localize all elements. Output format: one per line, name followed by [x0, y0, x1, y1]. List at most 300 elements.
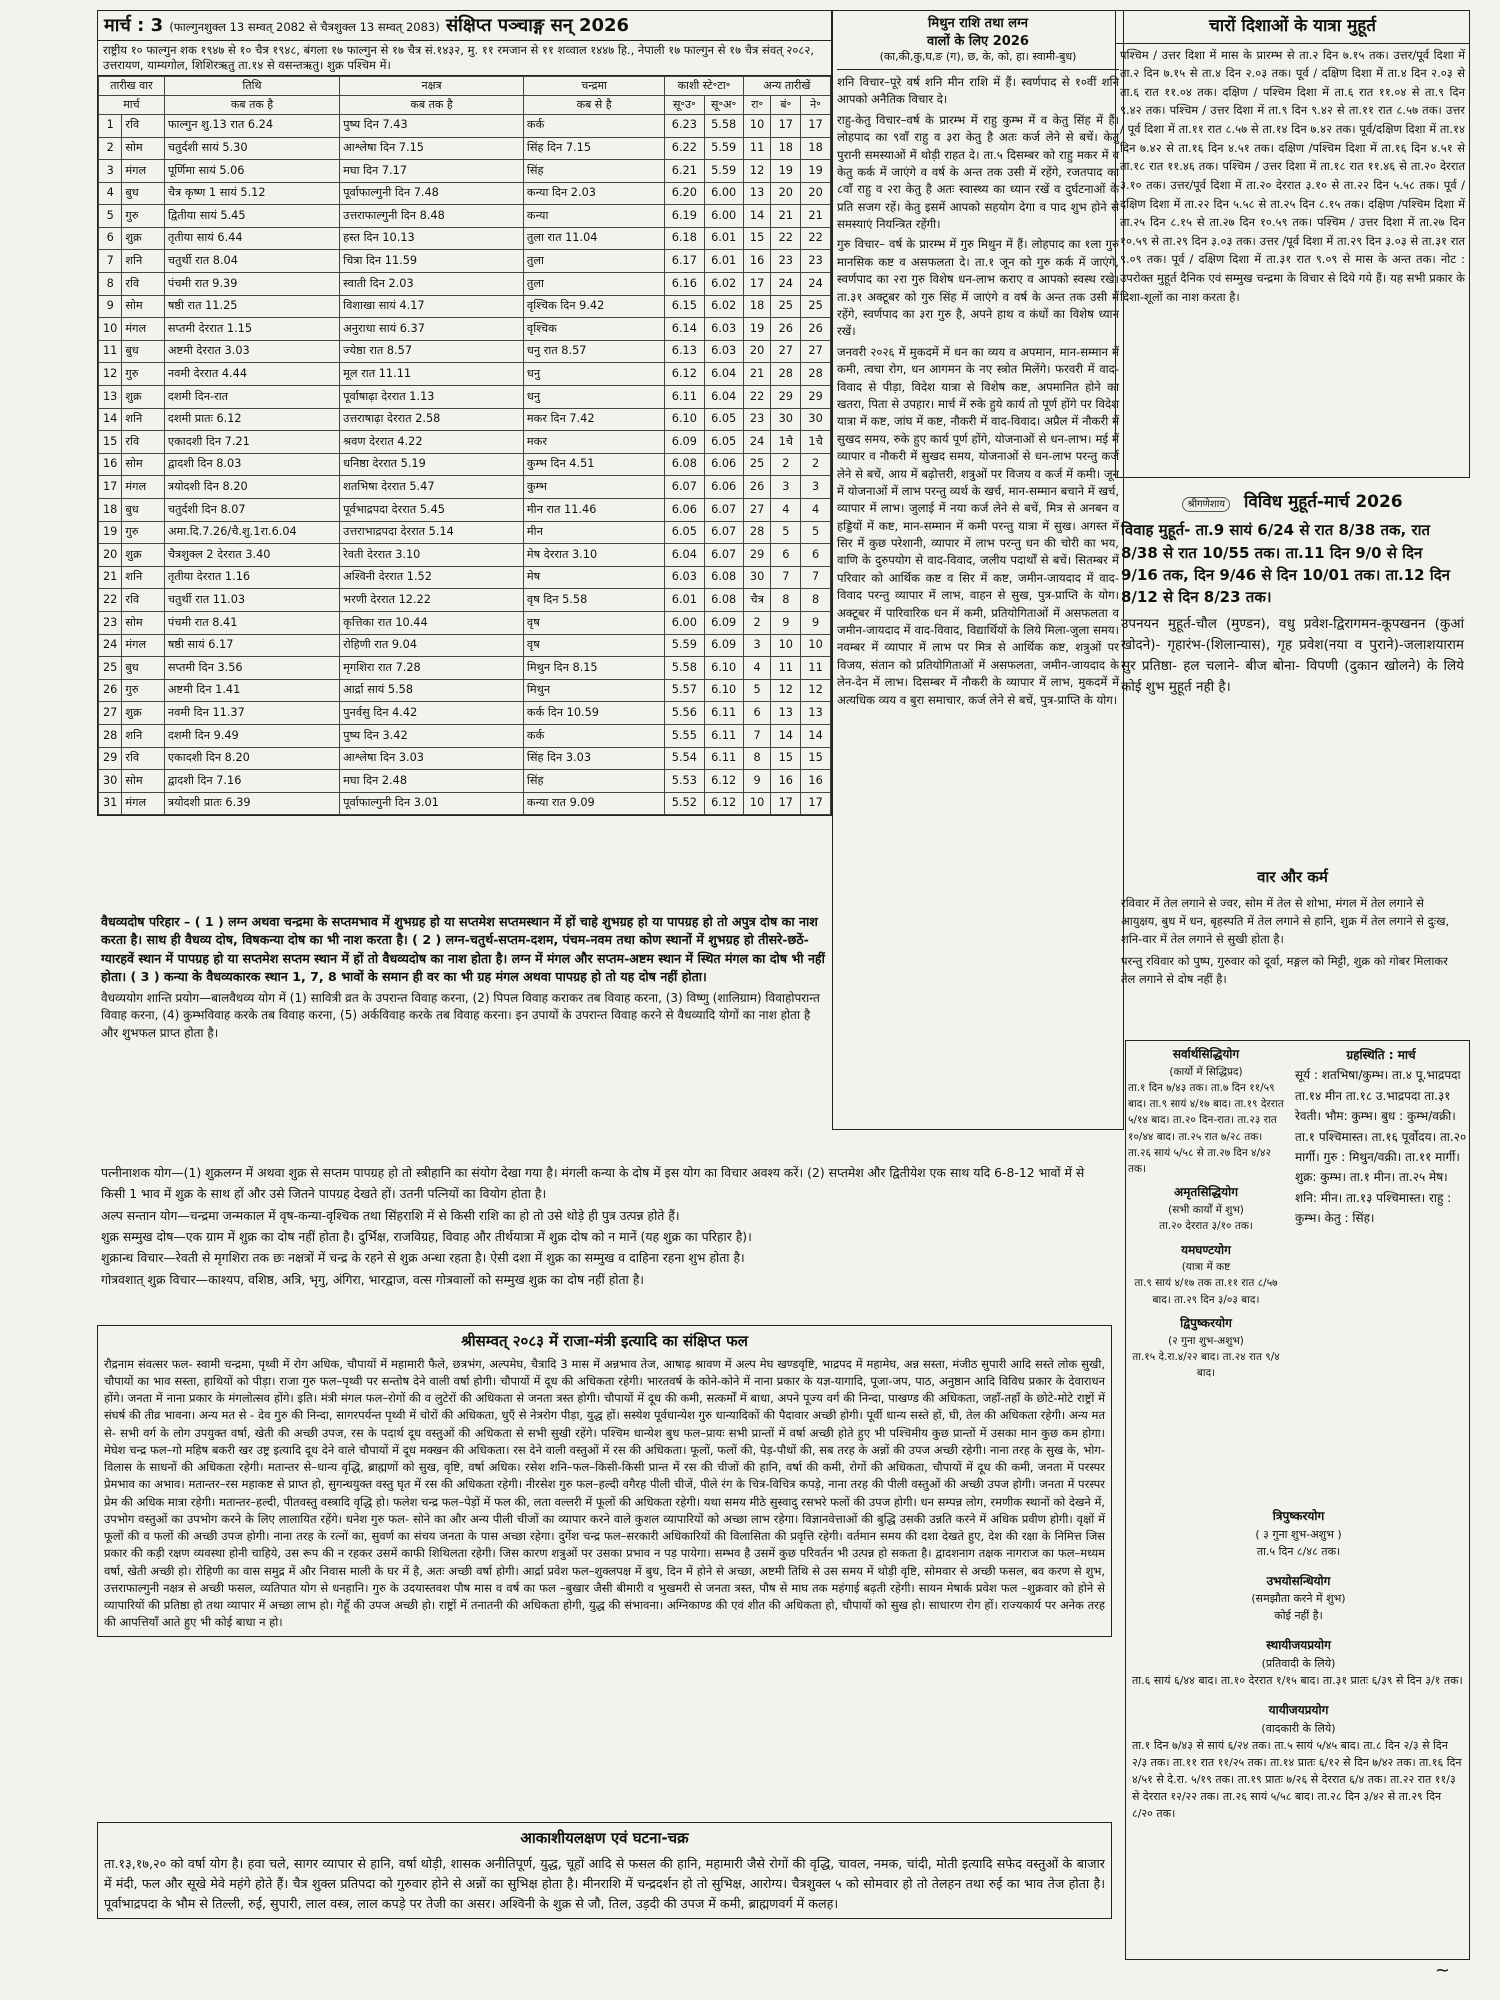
table-cell: दशमी दिन 9.49 [164, 724, 339, 747]
table-cell: मेष देररात 3.10 [523, 544, 664, 567]
other-muhurt: उपनयन मुहूर्त-चौल (मुण्डन), वधु प्रवेश-द्विरागमन-कूपखनन (कुआं खोदने)- गृहारंभ-(शिलान्यास), गृह प्रवेश(नया व पुराने)-जलाशयाराम सुर प्रतिष्ठा- हल चलाने- बीज बोना- विपणी (दुकान खोलने) के लिये कोई शुभ मुहूर्त नही है। [1121, 616, 1464, 695]
table-cell: 14 [743, 205, 771, 228]
vaidhavya-notes [97, 911, 832, 1044]
mithun-heading-line2: वालों के लिए 2026 [927, 33, 1029, 49]
table-cell: 6.07 [704, 521, 743, 544]
table-cell: धनु रात 8.57 [523, 340, 664, 363]
table-cell: मंगल [122, 476, 164, 499]
table-cell: 6.11 [704, 747, 743, 770]
table-cell: 23 [801, 250, 831, 273]
table-cell: 28 [801, 363, 831, 386]
table-cell: मीन [523, 521, 664, 544]
table-cell: 10 [801, 634, 831, 657]
table-cell: 6.12 [665, 363, 704, 386]
almanac-title-note: (फाल्गुनशुक्ल 13 सम्वत् 2082 से चैत्रशुक्ल 13 सम्वत् 2083) [169, 20, 440, 34]
table-cell: वृश्चिक [523, 318, 664, 341]
table-cell: शतभिषा देररात 5.47 [340, 476, 524, 499]
shukrandh: शुक्रान्ध विचार—रेवती से मृगशिरा तक छः नक्षत्रों में चन्द्र के रहने से शुक्र अन्धा रहता है। ऐसी दशा में शुक्र का सम्मुख व दाहिना रहना शुभ होता है। [101, 1250, 745, 1266]
table-cell: भरणी देररात 12.22 [340, 589, 524, 612]
table-cell: 8 [743, 747, 771, 770]
table-cell: 4 [771, 499, 801, 522]
table-cell: कुम्भ [523, 476, 664, 499]
table-cell: 30 [801, 408, 831, 431]
table-cell: चतुर्दशी सायं 5.30 [164, 137, 339, 160]
vaidhavya-shanti: वैधव्ययोग शान्ति प्रयोग—बालवैधव्य योग में (1) सावित्री व्रत के उपरान्त विवाह करना, (2) पिपल विवाह कराकर तब विवाह करना, (3) विष्णु (शालिग्राम) विवाहोपरान्त विवाह करना, (4) कुम्भविवाह करके तब विवाह करना, (5) अर्कविवाह करके तब विवाह करना। इन उपायों के उपरान्त विवाह करने से वैधव्यादि योगों का नाश होता है और शुभफल प्राप्त होता है। [101, 991, 820, 1040]
yatra-heading: चारों दिशाओं के यात्रा मुहूर्त [1116, 11, 1469, 44]
table-cell: 3 [771, 476, 801, 499]
header-nakshatra: नक्षत्र [340, 76, 524, 95]
table-cell: 16 [771, 770, 801, 793]
table-cell: धनु [523, 386, 664, 409]
table-cell: 6.05 [665, 521, 704, 544]
table-cell: 27 [99, 702, 122, 725]
table-cell: मूल रात 11.11 [340, 363, 524, 386]
table-cell: पुनर्वसु दिन 4.42 [340, 702, 524, 725]
table-cell: 5 [801, 521, 831, 544]
table-cell: षष्ठी सायं 6.17 [164, 634, 339, 657]
table-cell: 29 [99, 747, 122, 770]
table-cell: अष्टमी देररात 3.03 [164, 340, 339, 363]
mithun-rahu: राहु-केतु विचार–वर्ष के प्रारम्भ में राहु कुम्भ में व केतु सिंह में हैं। लोहपाद का ९वाँ राहु व ३रा केतु है अतः कर्ज लेने से बचें। केतु पुरानी समस्याओं में थोड़ी राहत दे। ता.५ दिसम्बर को राहु मकर में व केतु कर्क में जाएंगे व वर्ष के अन्त तक उसी में रहेंगे, रजतपाद का ८वाँ राहु व २रा केतु है अतः स्वास्थ्य का ध्यान रखें व दुर्घटनाओं के प्रति सजग रहें। केतु इसमें आपको सहयोग देगा व पाद शुभ होने से समस्याएं नियन्त्रित रहेंगी। [837, 112, 1119, 232]
table-cell: 6.13 [665, 340, 704, 363]
dvi-text: ता.१५ दे.रा.४/२२ बाद। ता.२४ रात ९/४ बाद। [1132, 1350, 1280, 1380]
table-row [99, 114, 831, 137]
table-cell: मिथुन दिन 8.15 [523, 657, 664, 680]
table-cell: उत्तराभाद्रपदा देररात 5.14 [340, 521, 524, 544]
subheader-nepali: ने॰ [801, 95, 831, 114]
table-cell: दशमी दिन-रात [164, 386, 339, 409]
table-cell: 5.59 [704, 137, 743, 160]
table-cell: 2 [771, 453, 801, 476]
table-cell: एकादशी दिन 7.21 [164, 431, 339, 454]
sarvartha-text: ता.१ दिन ७/४३ तक। ता.७ दिन ११/५९ बाद। ता.९ सायं ४/१७ बाद। ता.१९ देररात ५/१४ बाद। ता.२० दिन-रात। ता.२३ रात १०/४४ बाद। ता.२५ रात ७/२८ तक। ता.२६ सायं ५/५८ से ता.२७ दिन ४/४२ तक। [1128, 1081, 1284, 1176]
table-cell: 10 [99, 318, 122, 341]
table-row [99, 634, 831, 657]
mithun-heading [837, 11, 1119, 70]
table-cell: शनि [122, 566, 164, 589]
table-cell: 4 [743, 657, 771, 680]
table-cell: 3 [801, 476, 831, 499]
subheader-rashtriya: रा॰ [743, 95, 771, 114]
table-cell: पंचमी रात 8.41 [164, 611, 339, 634]
table-cell: 11 [99, 340, 122, 363]
table-cell: 6.15 [665, 295, 704, 318]
sarvartha-sub: (कार्यो में सिद्धिप्रद) [1169, 1065, 1243, 1078]
table-cell: 1 [99, 114, 122, 137]
table-cell: 6.10 [665, 408, 704, 431]
table-cell: 28 [99, 724, 122, 747]
table-cell: 19 [99, 521, 122, 544]
table-cell: 21 [771, 205, 801, 228]
dvi-heading: द्विपुष्करयोग [1180, 1315, 1232, 1330]
table-cell: मघा दिन 2.48 [340, 770, 524, 793]
table-cell: 10 [743, 114, 771, 137]
table-cell: 10 [771, 634, 801, 657]
grah-column [1291, 1041, 1471, 1233]
table-cell: चतुर्थी रात 8.04 [164, 250, 339, 273]
table-cell: श्रवण देररात 4.22 [340, 431, 524, 454]
table-cell: 29 [743, 544, 771, 567]
table-cell: कर्क दिन 10.59 [523, 702, 664, 725]
table-cell: चतुर्थी रात 11.03 [164, 589, 339, 612]
sth-text: ता.६ सायं ६/४४ बाद। ता.१० देररात १/१५ बाद। ता.३१ प्रातः ६/३९ से दिन ३/१ तक। [1132, 1674, 1463, 1688]
table-cell: 5.59 [665, 634, 704, 657]
table-cell: रोहिणी रात 9.04 [340, 634, 524, 657]
table-cell: पंचमी रात 9.39 [164, 273, 339, 296]
table-cell: सोम [122, 770, 164, 793]
table-cell: 4 [99, 182, 122, 205]
table-cell: 14 [801, 724, 831, 747]
table-row [99, 431, 831, 454]
table-cell: धनु [523, 363, 664, 386]
table-cell: सिंह दिन 7.15 [523, 137, 664, 160]
table-cell: 6.02 [704, 295, 743, 318]
table-row [99, 702, 831, 725]
table-cell: शुक्र [122, 227, 164, 250]
table-cell: 5.59 [704, 160, 743, 183]
table-cell: 18 [801, 137, 831, 160]
table-cell: 31 [99, 792, 122, 815]
table-cell: 6.20 [665, 182, 704, 205]
subheader-sunrise: सू॰उ॰ [665, 95, 704, 114]
table-cell: 6.09 [665, 431, 704, 454]
ubh-sub: (समझौता करने में शुभ) [1251, 1592, 1346, 1606]
yay-sub: (वादकारी के लिये) [1261, 1721, 1336, 1735]
table-cell: 25 [743, 453, 771, 476]
table-cell: ज्येष्ठा रात 8.57 [340, 340, 524, 363]
table-cell: बुध [122, 182, 164, 205]
vaidhavya-parihar: वैधव्यदोष परिहार – ( 1 ) लग्न अथवा चन्द्रमा के सप्तमभाव में शुभग्रह हो या सप्तमेश सप्तमस्थान में हों चाहे शुभग्रह हो या पापग्रह हो तो अपुत्र दोष का नाश करता है। साथ ही वैधव्य दोष, विषकन्या दोष का भी नाश करता है। ( 2 ) लग्न-चतुर्थ-सप्तम-दशम, पंचम-नवम तथा कोण स्थानों में शुभग्रह हो तीसरे-छठें-ग्यारहवें स्थान में पापग्रह हो या सप्तमेश सप्तम स्थान में हों तो वैधव्यदोष का नाश होता है। लग्न में मंगल और सप्तम-अष्टम स्थान में स्थित मंगल का दोष भी नहीं होता। ( 3 ) कन्या के वैधव्यकारक स्थान 1, 7, 8 भावों के समान ही वर का भी ग्रह मंगल अथवा पापग्रह हो तो यह दोष नहीं होता। [101, 914, 825, 984]
table-cell: हस्त दिन 10.13 [340, 227, 524, 250]
table-cell: 5.54 [665, 747, 704, 770]
table-cell: 11 [801, 657, 831, 680]
table-cell: 28 [771, 363, 801, 386]
table-cell: 17 [99, 476, 122, 499]
table-cell: 12 [771, 679, 801, 702]
table-cell: रवि [122, 747, 164, 770]
table-cell: 5.53 [665, 770, 704, 793]
table-cell: मंगल [122, 318, 164, 341]
table-cell: मेष [523, 566, 664, 589]
table-cell: शुक्र [122, 702, 164, 725]
header-chandrama: चन्द्रमा [523, 76, 664, 95]
table-cell: 3 [743, 634, 771, 657]
yay-heading: यायीजयप्रयोग [1268, 1703, 1329, 1718]
table-cell: स्वाती दिन 2.03 [340, 273, 524, 296]
table-cell: शनि [122, 408, 164, 431]
table-cell: बुध [122, 657, 164, 680]
table-cell: 14 [771, 724, 801, 747]
table-row [99, 273, 831, 296]
table-cell: तृतीया सायं 6.44 [164, 227, 339, 250]
vaar-panel [1115, 860, 1470, 988]
subheader-tithi: कब तक है [164, 95, 339, 114]
samvat-panel [97, 1325, 1112, 1637]
table-cell: 6.07 [704, 499, 743, 522]
table-cell: पूर्वाफाल्गुनी दिन 3.01 [340, 792, 524, 815]
table-row [99, 499, 831, 522]
table-row [99, 453, 831, 476]
table-cell: चतुर्दशी दिन 8.07 [164, 499, 339, 522]
table-cell: 26 [771, 318, 801, 341]
table-cell: 11 [743, 137, 771, 160]
table-cell: 28 [743, 521, 771, 544]
table-cell: 17 [771, 792, 801, 815]
table-cell: 18 [99, 499, 122, 522]
table-cell: 23 [743, 408, 771, 431]
table-cell: बुध [122, 340, 164, 363]
table-cell: फाल्गुन शु.13 रात 6.24 [164, 114, 339, 137]
table-cell: गुरु [122, 205, 164, 228]
table-row [99, 182, 831, 205]
table-cell: 15 [801, 747, 831, 770]
table-cell: 14 [99, 408, 122, 431]
table-cell: 13 [743, 182, 771, 205]
table-cell: 6.04 [704, 386, 743, 409]
table-cell: 7 [743, 724, 771, 747]
table-cell: रेवती देररात 3.10 [340, 544, 524, 567]
table-cell: 6.06 [704, 476, 743, 499]
table-cell: मीन रात 11.46 [523, 499, 664, 522]
table-cell: 21 [743, 363, 771, 386]
table-cell: तुला रात 11.04 [523, 227, 664, 250]
table-cell: 6.00 [704, 205, 743, 228]
table-cell: 30 [743, 566, 771, 589]
vividh-heading-text: विविध मुहूर्त-मार्च 2026 [1244, 492, 1403, 512]
table-cell: रवि [122, 114, 164, 137]
table-cell: 5.58 [665, 657, 704, 680]
table-cell: 6.05 [704, 408, 743, 431]
table-cell: 18 [743, 295, 771, 318]
table-row [99, 295, 831, 318]
table-cell: 22 [743, 386, 771, 409]
table-cell: अनुराधा सायं 6.37 [340, 318, 524, 341]
table-cell: सोम [122, 453, 164, 476]
table-cell: 24 [771, 273, 801, 296]
table-cell: कर्क [523, 114, 664, 137]
table-row [99, 521, 831, 544]
table-row [99, 544, 831, 567]
gotra-shukra: गोत्रवशात् शुक्र विचार—काश्यप, वशिष्ठ, अत्रि, भृगु, अंगिरा, भारद्वाज, वत्स गोत्रवालों को सम्मुख शुक्र का दोष नहीं होता है। [101, 1271, 644, 1287]
table-cell: 6.11 [704, 724, 743, 747]
table-cell: 6.01 [704, 227, 743, 250]
table-cell: अमा.दि.7.26/चै.शु.1रा.6.04 [164, 521, 339, 544]
yog-bottom [1126, 1501, 1471, 1822]
table-cell: चैत्र [743, 589, 771, 612]
table-cell: 17 [743, 273, 771, 296]
table-cell: 1चै [771, 431, 801, 454]
almanac-title [98, 11, 831, 41]
patni-nashak: पत्नीनाशक योग—(1) शुक्रलग्न में अथवा शुक्र से सप्तम पापग्रह हो तो स्त्रीहानि का संयोग देखा गया है। मंगली कन्या के दोष में इस योग का विचार अवश्य करें। (2) सप्तमेश और द्वितीयेश एक साथ यदि 6-8-12 भावों में से किसी 1 भाव में शुक्र के साथ हों और उसे जितने पापग्रह देखते हों। उतनी पत्नियों का वियोग होता है। [101, 1165, 1085, 1202]
subheader-month: मार्च [99, 95, 165, 114]
table-row [99, 318, 831, 341]
table-cell: पुष्य दिन 7.43 [340, 114, 524, 137]
table-cell: 21 [801, 205, 831, 228]
table-row [99, 589, 831, 612]
table-cell: 6.08 [704, 589, 743, 612]
shukra-sammukh: शुक्र सम्मुख दोष—एक ग्राम में शुक्र का दोष नहीं होता है। दुर्भिक्ष, राजविग्रह, विवाह और तीर्थयात्रा में शुक्र दोष को न मानें (यह शुक्र का परिहार है)। [101, 1228, 752, 1244]
vaar-p1: रविवार में तेल लगाने से ज्वर, सोम में तेल से शोभा, मंगल में तेल लगाने से आयुक्षय, बुध में धन, बृहस्पति में तेल लगाने से हानि, शुक्र में तेल लगाने से दुःख, शनि-वार में तेल लगाने से सुखी होता है। [1121, 896, 1450, 946]
table-row [99, 724, 831, 747]
shukra-notes [97, 1160, 1112, 1292]
yatra-panel [1115, 10, 1470, 478]
amrit-sub: (सभी कार्यों में शुभ) [1168, 1204, 1244, 1217]
sth-heading: स्थायीजयप्रयोग [1266, 1638, 1331, 1653]
table-cell: उत्तराषाढ़ा देररात 2.58 [340, 408, 524, 431]
table-cell: 9 [801, 611, 831, 634]
table-cell: 6.19 [665, 205, 704, 228]
yam-heading: यमघण्टयोग [1181, 1242, 1231, 1257]
table-cell: 6.12 [704, 792, 743, 815]
table-cell: 18 [771, 137, 801, 160]
table-cell: मिथुन [523, 679, 664, 702]
table-cell: रवि [122, 273, 164, 296]
table-cell: सप्तमी दिन 3.56 [164, 657, 339, 680]
table-cell: आर्द्रा सायं 5.58 [340, 679, 524, 702]
table-cell: पूर्णिमा सायं 5.06 [164, 160, 339, 183]
table-cell: गुरु [122, 363, 164, 386]
mithun-guru: गुरु विचार– वर्ष के प्रारम्भ में गुरु मिथुन में हैं। लोहपाद का १ला गुरु मानसिक कष्ट व असफलता दे। ता.१ जून को गुरु कर्क में जाएंगे, स्वर्णपाद का २रा गुरु विशेष धन-लाभ कराए व आपको स्वस्थ रखे। ता.३१ अक्टूबर को गुरु सिंह में जाएंगे व वर्ष के अन्त तक उसी में रहेंगे, स्वर्णपाद का ३रा गुरु है, अपने हाथ व कंधों का विशेष ध्यान रखें। [837, 237, 1119, 339]
table-cell: 29 [771, 386, 801, 409]
sarvartha-heading: सर्वार्थसिद्धियोग [1172, 1047, 1240, 1061]
table-cell: 9 [771, 611, 801, 634]
table-cell: पूर्वभाद्रपदा देररात 5.45 [340, 499, 524, 522]
table-cell: मंगल [122, 792, 164, 815]
table-cell: 17 [801, 792, 831, 815]
table-cell: 5.52 [665, 792, 704, 815]
table-cell: रवि [122, 589, 164, 612]
almanac-title-tail: संक्षिप्त पञ्चाङ्ग सन् 2026 [446, 15, 630, 36]
panchang-rows [99, 114, 831, 814]
table-cell: 6.03 [704, 318, 743, 341]
mithun-panel [832, 10, 1124, 1130]
table-cell: 6.04 [704, 363, 743, 386]
subheader-bangla: बं॰ [771, 95, 801, 114]
table-cell: 6.11 [665, 386, 704, 409]
table-cell: सोम [122, 611, 164, 634]
subheader-nakshatra: कब तक है [340, 95, 524, 114]
tri-heading: त्रिपुष्करयोग [1272, 1509, 1325, 1523]
table-cell: 25 [801, 295, 831, 318]
almanac-month: मार्च : 3 [104, 15, 164, 36]
table-cell: दशमी प्रातः 6.12 [164, 408, 339, 431]
table-cell: 9 [99, 295, 122, 318]
table-cell: वृष [523, 611, 664, 634]
tri-text: ता.५ दिन ८/४८ तक। [1256, 1544, 1341, 1558]
table-cell: मृगशिरा रात 7.28 [340, 657, 524, 680]
table-cell: 13 [801, 702, 831, 725]
table-cell: 5.55 [665, 724, 704, 747]
table-cell: नवमी दिन 11.37 [164, 702, 339, 725]
table-cell: 6.23 [665, 114, 704, 137]
table-cell: 19 [743, 318, 771, 341]
table-cell: कृत्तिका रात 10.44 [340, 611, 524, 634]
table-cell: 6.21 [665, 160, 704, 183]
table-cell: 6.04 [665, 544, 704, 567]
table-cell: सिंह दिन 3.03 [523, 747, 664, 770]
table-cell: 27 [743, 499, 771, 522]
yam-sub: (यात्रा में कष्ट [1181, 1261, 1231, 1274]
table-cell: मंगल [122, 160, 164, 183]
table-cell: 19 [801, 160, 831, 183]
subheader-sunset: सू॰अ॰ [704, 95, 743, 114]
table-row [99, 679, 831, 702]
table-cell: 6.06 [665, 499, 704, 522]
table-cell: 5.57 [665, 679, 704, 702]
table-row [99, 566, 831, 589]
vividh-panel [1115, 485, 1470, 698]
table-cell: 29 [801, 386, 831, 409]
table-cell: अश्विनी देररात 1.52 [340, 566, 524, 589]
table-cell: आश्लेषा दिन 7.15 [340, 137, 524, 160]
table-cell: 8 [771, 589, 801, 612]
table-cell: 7 [801, 566, 831, 589]
table-cell: 13 [99, 386, 122, 409]
table-cell: 26 [99, 679, 122, 702]
table-cell: चैत्रशुक्ल 2 देररात 3.40 [164, 544, 339, 567]
table-cell: 5.56 [665, 702, 704, 725]
header-kashi: काशी स्टे॰टा॰ [665, 76, 744, 95]
almanac-intro: राष्ट्रीय १० फाल्गुन शक १९४७ से १० चैत्र १९४८, बंगला १७ फाल्गुन से १७ चैत्र सं.१४३२, मु. ११ रमजान से ११ शव्वाल १४४७ हि., नेपाली १७ फाल्गुन से १७ चैत्र संवत् २०८२, उत्तरायण, याम्यगोल, शिशिरऋतु ता.१४ से वसन्तऋतु। शुक्र पश्चिम में। [98, 41, 831, 76]
table-cell: 6.22 [665, 137, 704, 160]
table-cell: शुक्र [122, 386, 164, 409]
table-row [99, 792, 831, 815]
subheader-chandrama: कब से है [523, 95, 664, 114]
table-cell: 6 [99, 227, 122, 250]
table-cell: पूर्वाषाढ़ा देररात 1.13 [340, 386, 524, 409]
table-cell: 6.16 [665, 273, 704, 296]
table-cell: 6.02 [704, 273, 743, 296]
table-cell: विशाखा सायं 4.17 [340, 295, 524, 318]
table-cell: 25 [99, 657, 122, 680]
table-cell: 6.08 [665, 453, 704, 476]
table-cell: 21 [99, 566, 122, 589]
mithun-shani: शनि विचार–पूरे वर्ष शनि मीन राशि में हैं। स्वर्णपाद से १०वीं शनि आपको अनैतिक विचार दे। [837, 74, 1119, 107]
table-cell: कन्या दिन 2.03 [523, 182, 664, 205]
table-cell: 11 [771, 657, 801, 680]
table-cell: 6.09 [704, 634, 743, 657]
table-cell: 16 [801, 770, 831, 793]
table-cell: वृष दिन 5.58 [523, 589, 664, 612]
table-cell: अष्टमी दिन 1.41 [164, 679, 339, 702]
mithun-heading-line1: मिथुन राशि तथा लग्न [928, 16, 1028, 31]
table-row [99, 227, 831, 250]
table-cell: 24 [743, 431, 771, 454]
table-cell: आश्लेषा दिन 3.03 [340, 747, 524, 770]
table-cell: 20 [743, 340, 771, 363]
table-cell: 24 [801, 273, 831, 296]
table-cell: 6.00 [665, 611, 704, 634]
table-cell: 6.09 [704, 611, 743, 634]
table-cell: त्रयोदशी प्रातः 6.39 [164, 792, 339, 815]
amrit-heading: अमृतसिद्धियोग [1174, 1185, 1238, 1200]
vivah-muhurt: विवाह मुहूर्त- ता.9 सायं 6/24 से रात 8/38 तक, रात 8/38 से रात 10/55 तक। ता.11 दिन 9/0 से दिन 9/16 तक, दिन 9/46 से दिन 10/01 तक। ता.12 दिन 8/12 से दिन 8/23 तक। [1121, 521, 1451, 606]
yam-text: ता.९ सायं ४/१७ तक ता.११ रात ८/५७ बाद। ता.२९ दिन ३/०३ बाद। [1134, 1277, 1278, 1306]
table-row [99, 137, 831, 160]
table-cell: गुरु [122, 521, 164, 544]
dvi-sub: (२ गुना शुभ-अशुभ) [1168, 1334, 1244, 1347]
table-cell: 5 [99, 205, 122, 228]
table-cell: सप्तमी देररात 1.15 [164, 318, 339, 341]
table-cell: 6.06 [704, 453, 743, 476]
table-cell: 24 [99, 634, 122, 657]
ubh-heading: उभयोसन्धियोग [1266, 1573, 1331, 1588]
table-cell: 17 [771, 114, 801, 137]
table-row [99, 363, 831, 386]
table-cell: 9 [743, 770, 771, 793]
table-cell: चित्रा दिन 11.59 [340, 250, 524, 273]
table-cell: धनिष्ठा देररात 5.19 [340, 453, 524, 476]
